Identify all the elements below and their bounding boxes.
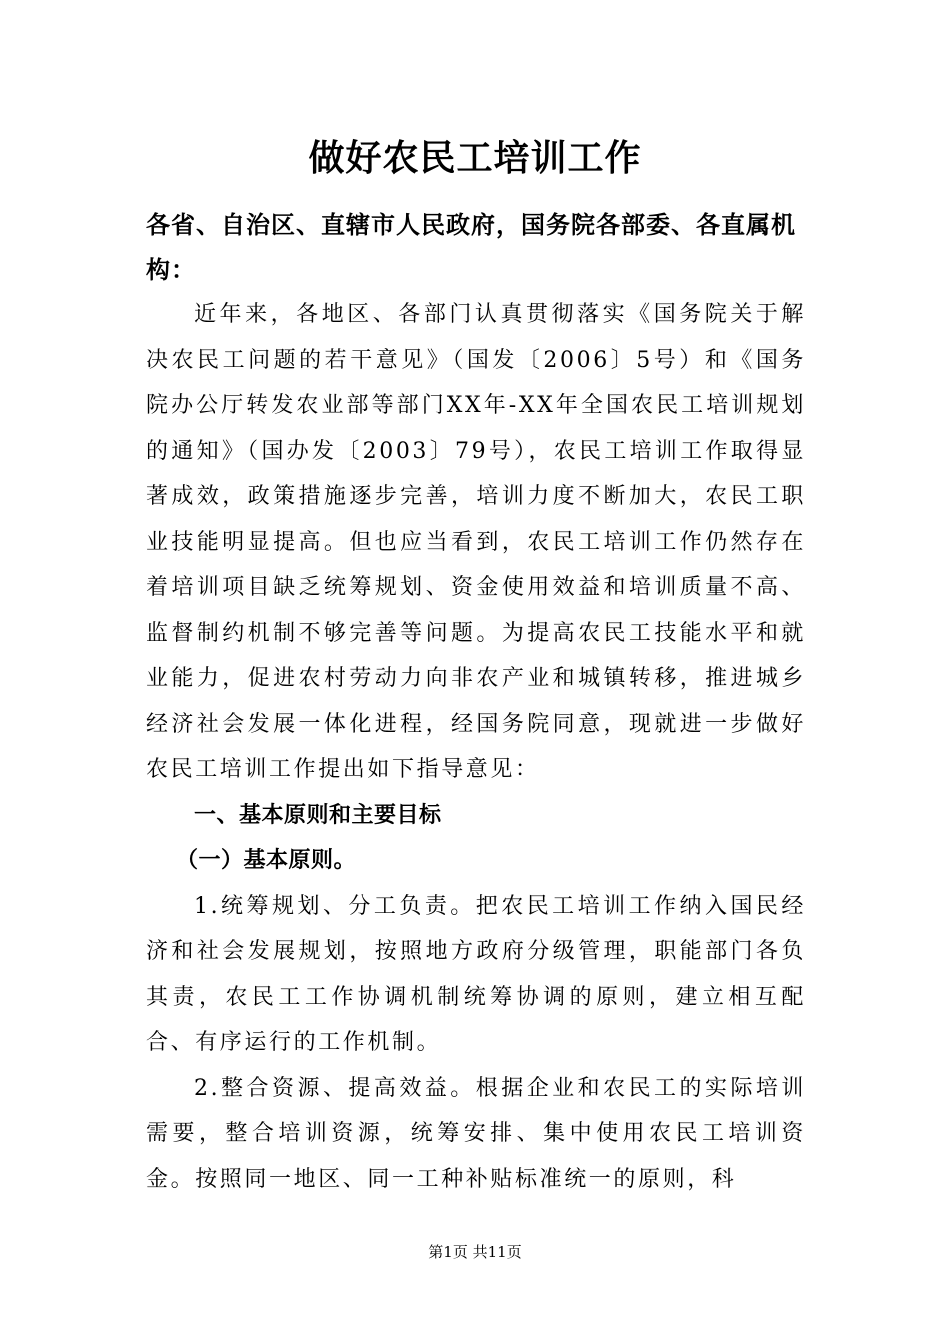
document-title: 做好农民工培训工作	[308, 137, 642, 179]
subsection-heading-1: （一）基本原则。	[176, 848, 357, 873]
paragraph-principle-2: 2.整合资源、提高效益。根据企业和农民工的实际培训需要，整合培训资源，统筹安排、集中使用农民工培训资金。按照同一地区、同一工种补贴标准统一的原则，科	[146, 1075, 806, 1192]
page-number-footer: 第1页 共11页	[428, 1243, 522, 1261]
section-heading-1: 一、基本原则和主要目标	[194, 802, 442, 828]
salutation: 各省、自治区、直辖市人民政府，国务院各部委、各直属机构：	[146, 210, 796, 284]
document-body	[146, 292, 806, 1202]
paragraph-intro: 近年来，各地区、各部门认真贯彻落实《国务院关于解决农民工问题的若干意见》（国发〔2006〕5号）和《国务院办公厅转发农业部等部门XX年-XX年全国农民工培训规划的通知》（国办发〔2003〕79号），农民工培训工作取得显著成效，政策措施逐步完善，培训力度不断加大，农民工职业技能明显提高。但也应当看到，农民工培训工作仍然存在着培训项目缺乏统筹规划、资金使用效益和培训质量不高、监督制约机制不够完善等问题。为提高农民工技能水平和就业能力，促进农村劳动力向非农产业和城镇转移，推进城乡经济社会发展一体化进程，经国务院同意，现就进一步做好农民工培训工作提出如下指导意见：	[146, 302, 806, 782]
paragraph-principle-1: 1.统筹规划、分工负责。把农民工培训工作纳入国民经济和社会发展规划，按照地方政府分级管理，职能部门各负其责，农民工工作协调机制统筹协调的原则，建立相互配合、有序运行的工作机制。	[146, 893, 806, 1055]
